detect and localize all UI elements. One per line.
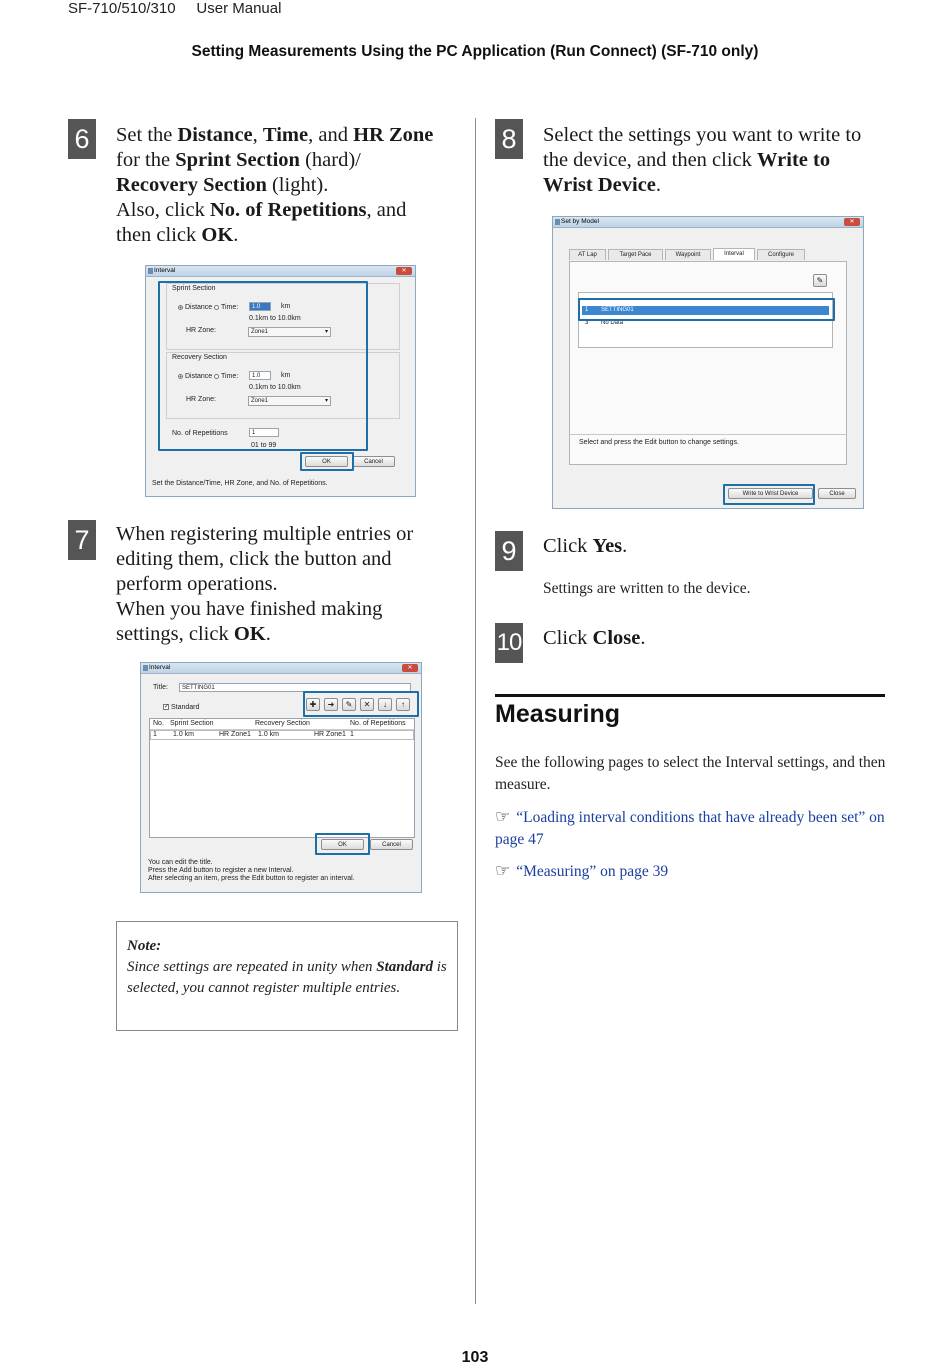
status-text: Set the Distance/Time, HR Zone, and No. of Repetitions. [152, 480, 328, 487]
selection-highlight [578, 298, 835, 321]
app-icon [555, 219, 560, 225]
page-number: 103 [461, 1349, 489, 1366]
cancel-button[interactable]: Cancel [352, 456, 395, 467]
repetitions-range: 01 to 99 [251, 442, 277, 449]
tab-at-lap[interactable]: AT Lap [569, 249, 606, 260]
heading-rule [495, 694, 885, 697]
tab-interval[interactable]: Interval [713, 248, 755, 260]
sprint-distance-radio[interactable]: Distance Time: [178, 304, 238, 311]
column-header: No. [153, 720, 164, 727]
sprint-unit: km [281, 303, 291, 310]
edit-icon[interactable]: ✎ [342, 698, 356, 711]
table-row[interactable]: 1 1.0 km HR Zone1 1.0 km HR Zone1 1 [150, 730, 414, 740]
write-highlight [723, 484, 815, 505]
ok-button[interactable]: OK [305, 456, 348, 467]
help-text: After selecting an item, press the Edit button to register an interval. [148, 875, 355, 882]
measuring-intro: See the following pages to select the Interval settings, and then measure. [495, 754, 886, 793]
section-title: Setting Measurements Using the PC Application (Run Connect) (SF-710 only) [191, 43, 759, 60]
help-text: Press the Add button to register a new Interval. [148, 867, 294, 874]
sprint-hr-label: HR Zone: [186, 327, 216, 334]
step-7-number: 7 [68, 520, 96, 560]
move-icon[interactable]: ➜ [324, 698, 338, 711]
move-down-icon[interactable]: ↓ [378, 698, 392, 711]
step-7-text: When registering multiple entries or editing them, click the button and perform operations. When you have finished making settings, click OK. [116, 523, 414, 645]
reference-link-1[interactable]: ☞ “Loading interval conditions that have already been set” on page 47 [495, 807, 885, 848]
hint-text: Select and press the Edit button to change settings. [579, 439, 739, 446]
step-9-subtext: Settings are written to the device. [543, 580, 751, 597]
recovery-distance-input[interactable]: 1.0 [249, 371, 271, 380]
title-label: Title: [153, 684, 168, 691]
tab-panel [569, 261, 847, 465]
recovery-distance-radio[interactable]: Distance Time: [178, 373, 238, 380]
toolbar-highlight [303, 691, 419, 717]
edit-icon[interactable]: ✎ [813, 274, 827, 287]
close-button[interactable]: Close [818, 488, 856, 499]
recovery-range: 0.1km to 10.0km [249, 384, 301, 391]
step-8-text: Select the settings you want to write to the device, and then click Write to Wrist Device. [543, 124, 862, 196]
recovery-hr-select[interactable]: Zone1 ▾ [248, 396, 331, 406]
list-item-selected[interactable]: 1 SETTING01 [582, 306, 829, 315]
sprint-section-label: Sprint Section [172, 285, 216, 292]
step-6-text: Set the Distance, Time, and HR Zone for the Sprint Section (hard)/ Recovery Section (light). Also, click No. of Repetitions, and then click OK. [116, 124, 434, 246]
repetitions-label: No. of Repetitions [172, 430, 228, 437]
title-input[interactable]: SETTING01 [179, 683, 411, 692]
tab-strip [569, 249, 839, 261]
tab-configure[interactable]: Configure [757, 249, 805, 260]
recovery-unit: km [281, 372, 291, 379]
settings-highlight [158, 281, 368, 451]
dialog-titlebar [553, 217, 863, 228]
app-icon [143, 665, 148, 671]
delete-icon[interactable]: ✕ [360, 698, 374, 711]
tab-waypoint[interactable]: Waypoint [665, 249, 711, 260]
move-up-icon[interactable]: ↑ [396, 698, 410, 711]
interval-list-screenshot [140, 662, 422, 893]
write-to-wrist-device-button[interactable]: Write to Wrist Device [728, 488, 813, 499]
pointing-hand-icon: ☞ [495, 861, 511, 881]
ok-highlight [315, 833, 370, 855]
close-icon[interactable]: ✕ [844, 218, 860, 226]
cancel-button[interactable]: Cancel [370, 839, 413, 850]
sprint-hr-select[interactable]: Zone1 ▾ [248, 327, 331, 337]
note-text: Since settings are repeated in unity when Standard is selected, you cannot register multiple entries. [127, 959, 447, 996]
column-header: Recovery Section [255, 720, 310, 727]
document-header: SF-710/510/310 User Manual [68, 0, 282, 17]
step-8-number: 8 [495, 119, 523, 159]
ok-button[interactable]: OK [321, 839, 364, 850]
repetitions-input[interactable]: 1 [249, 428, 279, 437]
note-box [116, 921, 458, 1031]
dialog-titlebar [146, 266, 415, 277]
sprint-distance-input[interactable]: 1.0 [249, 302, 271, 311]
ok-highlight [300, 452, 354, 471]
column-header: Sprint Section [170, 720, 214, 727]
dialog-title: Set by Model [561, 218, 599, 225]
app-icon [148, 268, 153, 274]
step-10-text: Click Close. [543, 627, 646, 649]
sprint-range: 0.1km to 10.0km [249, 315, 301, 322]
standard-checkbox[interactable]: ✓ Standard [164, 704, 200, 711]
recovery-hr-label: HR Zone: [186, 396, 216, 403]
help-text: You can edit the title. [148, 859, 213, 866]
column-divider [475, 118, 476, 1304]
set-by-model-screenshot [552, 216, 864, 509]
close-icon[interactable]: ✕ [402, 664, 418, 672]
recovery-section-label: Recovery Section [172, 354, 227, 361]
pointing-hand-icon: ☞ [495, 807, 511, 827]
measuring-heading: Measuring [495, 700, 621, 728]
add-icon[interactable]: ✚ [306, 698, 320, 711]
reference-link-2[interactable]: ☞ “Measuring” on page 39 [495, 861, 669, 881]
tab-target-pace[interactable]: Target Pace [608, 249, 663, 260]
step-10-number: 10 [495, 623, 523, 663]
step-6-number: 6 [68, 119, 96, 159]
interval-dialog-screenshot [145, 265, 416, 497]
list-item[interactable]: 3 No Data [585, 320, 624, 326]
interval-table [149, 718, 415, 838]
column-header: No. of Repetitions [350, 720, 406, 727]
note-label: Note: [127, 938, 162, 954]
dialog-titlebar [141, 663, 421, 674]
dialog-title: Interval [149, 664, 171, 671]
step-9-number: 9 [495, 531, 523, 571]
dialog-title: Interval [154, 267, 176, 274]
close-icon[interactable]: ✕ [396, 267, 412, 275]
step-9-text: Click Yes. [543, 535, 628, 557]
